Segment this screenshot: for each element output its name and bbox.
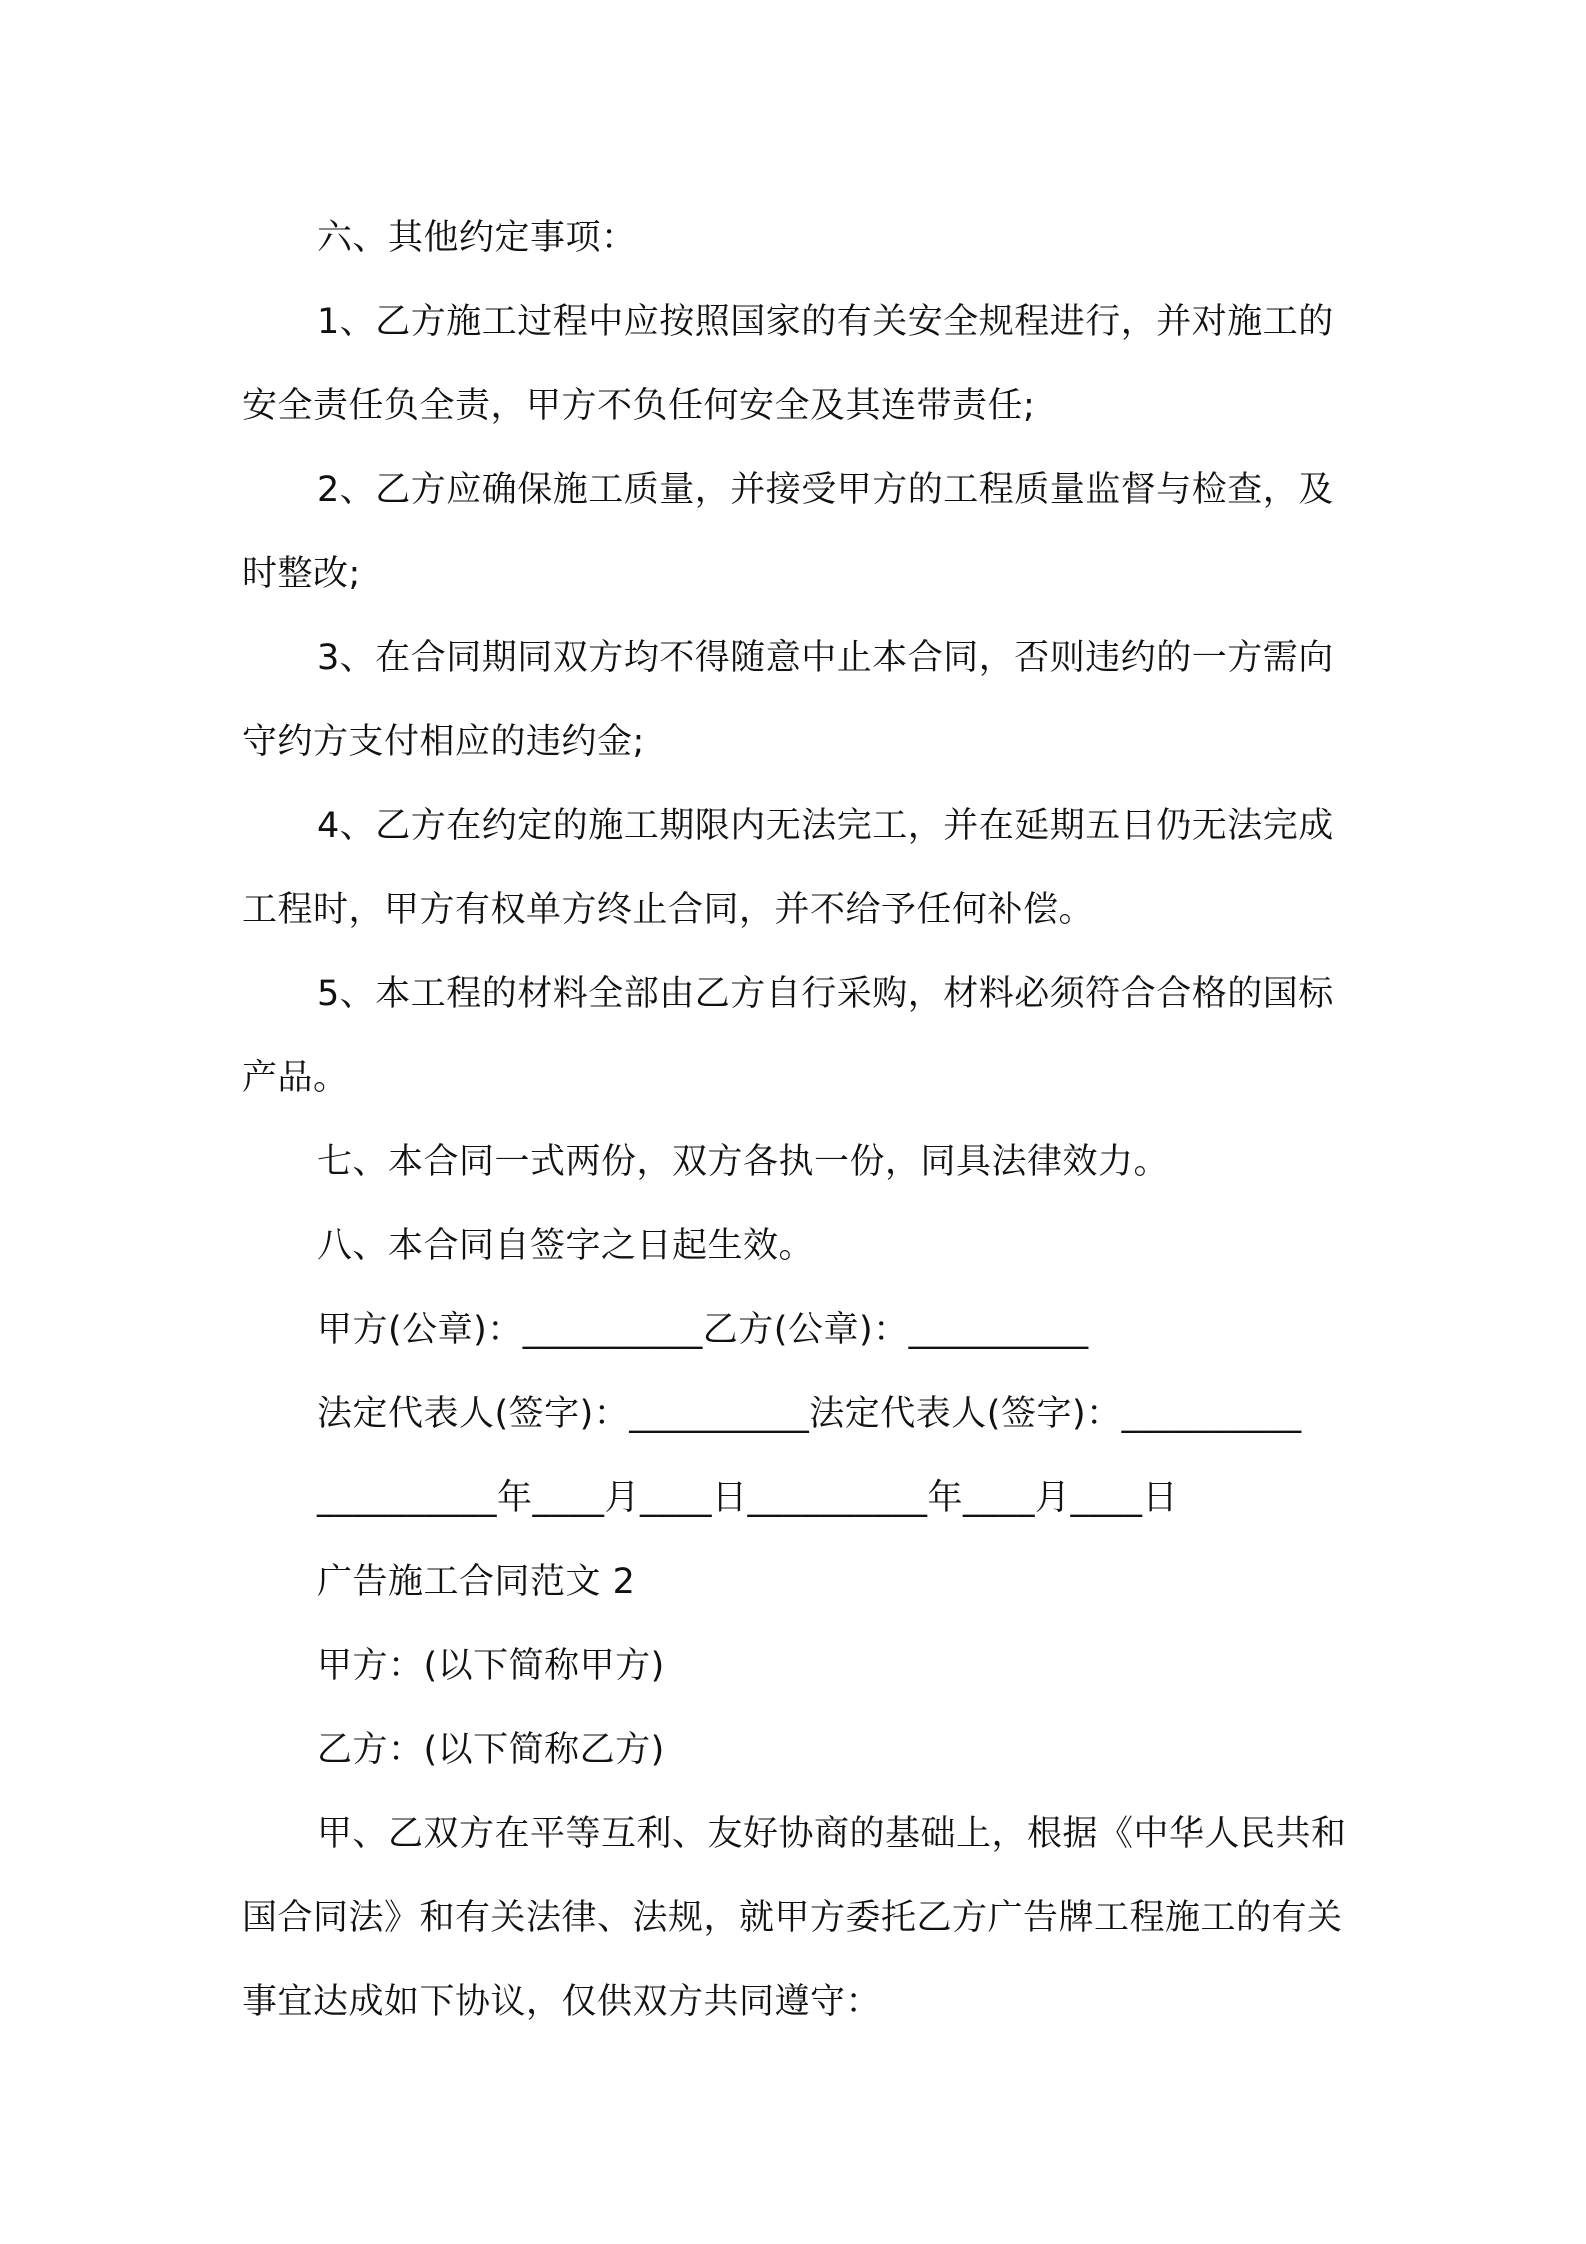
sample2-party-b: 乙方：(以下简称乙方) — [317, 1730, 665, 1770]
list-item: 3、在合同期同双方均不得随意中止本合同，否则违约的一方需向守约方支付相应的违约金; — [242, 638, 1334, 762]
sample2-title: 广告施工合同范文 2 — [317, 1562, 636, 1602]
sample2-intro: 甲、乙双方在平等互利、友好协商的基础上，根据《中华人民共和国合同法》和有关法律、法规，就甲方委托乙方广告牌工程施工的有关事宜达成如下协议，仅供双方共同遵守： — [242, 1814, 1347, 2022]
document-body — [242, 196, 1362, 2044]
list-item: 1、乙方施工过程中应按照国家的有关安全规程进行，并对施工的安全责任负全责，甲方不负任何安全及其连带责任; — [242, 302, 1334, 426]
list-item: 5、本工程的材料全部由乙方自行采购，材料必须符合合格的国标产品。 — [242, 974, 1334, 1098]
clause-eight: 八、本合同自签字之日起生效。 — [317, 1226, 815, 1266]
list-item: 2、乙方应确保施工质量，并接受甲方的工程质量监督与检查，及时整改; — [242, 470, 1334, 594]
clause-seven: 七、本合同一式两份，双方各执一份，同具法律效力。 — [317, 1142, 1170, 1182]
signature-date-line: __________年____月____日__________年____月____日 — [317, 1478, 1179, 1518]
section-heading-other-terms: 六、其他约定事项： — [317, 218, 637, 258]
signature-party-line: 甲方(公章)：__________乙方(公章)：__________ — [317, 1310, 1089, 1350]
sample2-party-a: 甲方：(以下简称甲方) — [317, 1646, 665, 1686]
signature-representative-line: 法定代表人(签字)：__________法定代表人(签字)：__________ — [317, 1394, 1302, 1434]
list-item: 4、乙方在约定的施工期限内无法完工，并在延期五日仍无法完成工程时，甲方有权单方终止合同，并不给予任何补偿。 — [242, 806, 1334, 930]
